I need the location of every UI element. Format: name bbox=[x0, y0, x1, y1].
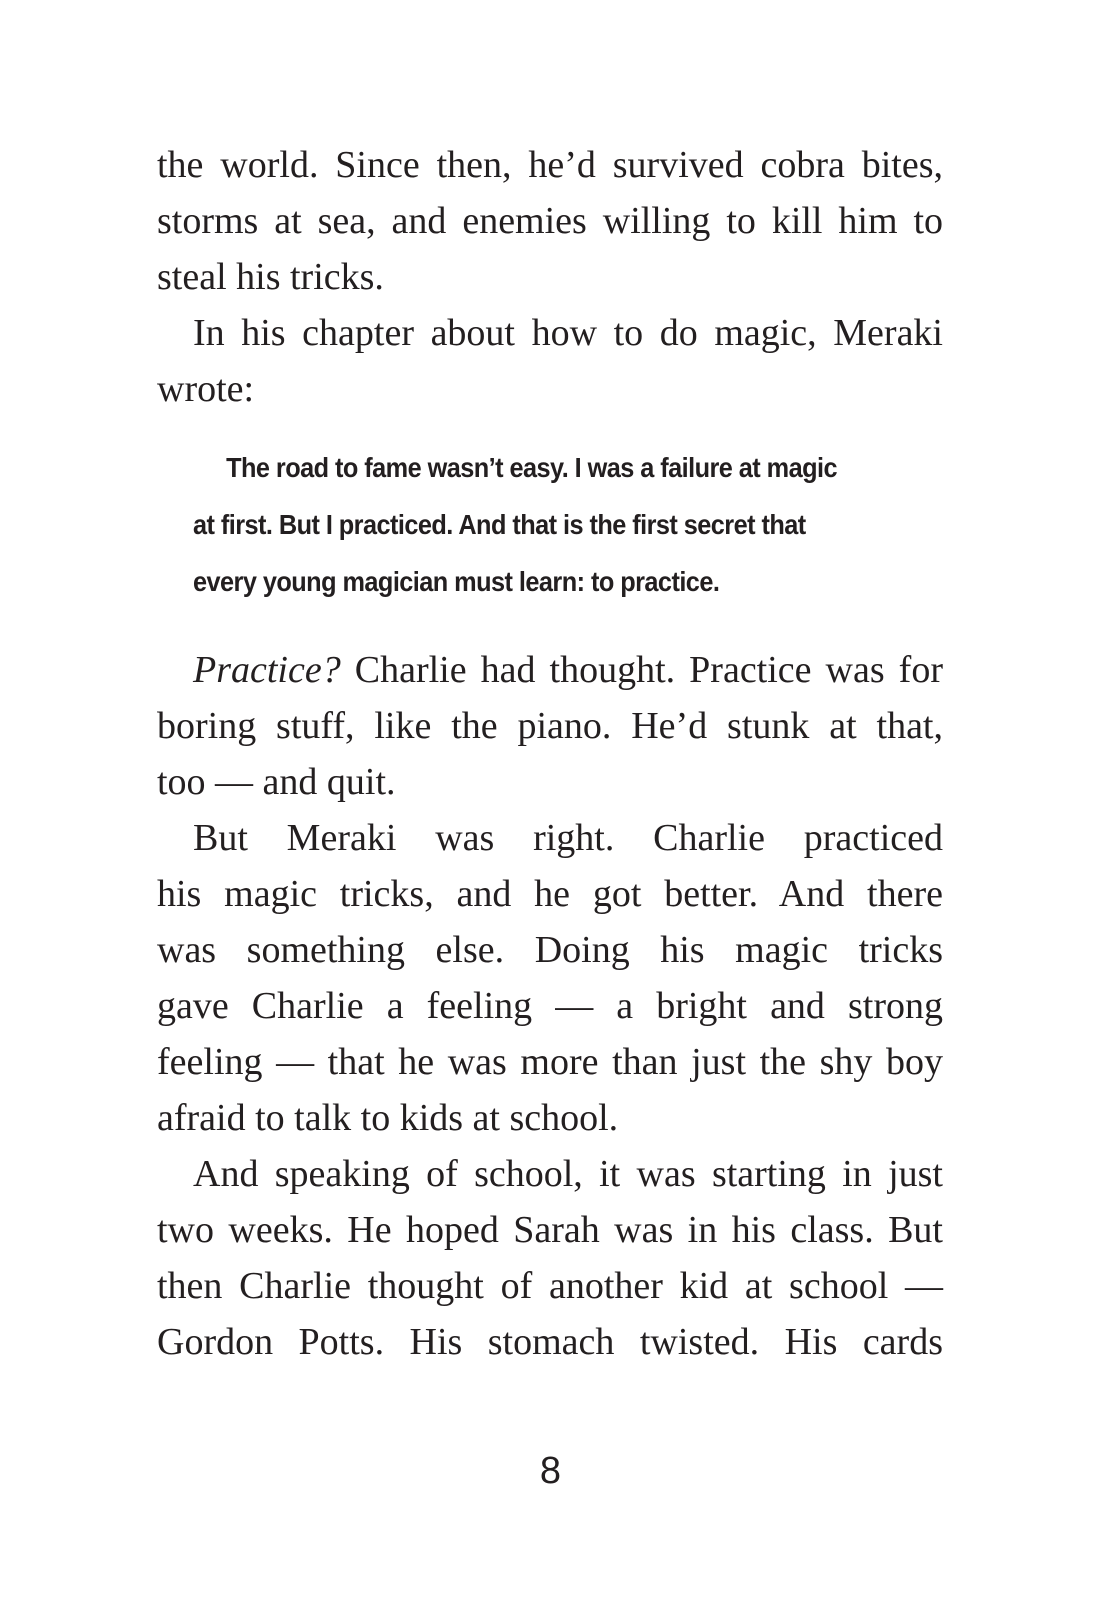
paragraph bbox=[157, 642, 943, 810]
text-line: In his chapter about how to do magic, Meraki bbox=[193, 312, 943, 354]
text-line: But Meraki was right. Charlie practiced bbox=[193, 817, 943, 859]
body-text-top bbox=[157, 137, 943, 417]
text-line: storms at sea, and enemies willing to kill him to bbox=[157, 200, 943, 242]
text-line: his magic tricks, and he got better. And there bbox=[157, 873, 943, 915]
text-line: two weeks. He hoped Sarah was in his class. But bbox=[157, 1209, 943, 1251]
text-line: the world. Since then, he’d survived cobra bites, bbox=[157, 144, 943, 186]
page-number: 8 bbox=[539, 1450, 562, 1492]
quote-line: The road to fame wasn’t easy. I was a failure at magic bbox=[226, 452, 838, 483]
text-line: boring stuff, like the piano. He’d stunk at that, bbox=[157, 705, 943, 747]
text-line bbox=[157, 642, 943, 698]
text-line: Gordon Potts. His stomach twisted. His cards bbox=[157, 1321, 943, 1363]
text-line: wrote: bbox=[157, 368, 255, 410]
paragraph bbox=[157, 305, 943, 417]
block-quote bbox=[193, 439, 852, 610]
paragraph bbox=[157, 137, 943, 305]
paragraph bbox=[157, 1146, 943, 1370]
text-line: then Charlie thought of another kid at school — bbox=[157, 1265, 943, 1307]
text-line: afraid to talk to kids at school. bbox=[157, 1097, 619, 1139]
quote-line: every young magician must learn: to practice. bbox=[193, 566, 720, 597]
text-fragment: Charlie had thought. Practice was for bbox=[340, 649, 943, 691]
text-line: steal his tricks. bbox=[157, 256, 384, 298]
text-line: too — and quit. bbox=[157, 761, 396, 803]
body-text-bottom bbox=[157, 642, 943, 1370]
text-line: And speaking of school, it was starting in just bbox=[193, 1153, 943, 1195]
text-line: feeling — that he was more than just the shy boy bbox=[157, 1041, 943, 1083]
italic-word: Practice? bbox=[193, 649, 341, 691]
quote-line: at first. But I practiced. And that is the first secret that bbox=[193, 509, 806, 540]
paragraph bbox=[157, 810, 943, 1146]
text-line: was something else. Doing his magic tricks bbox=[157, 929, 943, 971]
text-line: gave Charlie a feeling — a bright and strong bbox=[157, 985, 943, 1027]
